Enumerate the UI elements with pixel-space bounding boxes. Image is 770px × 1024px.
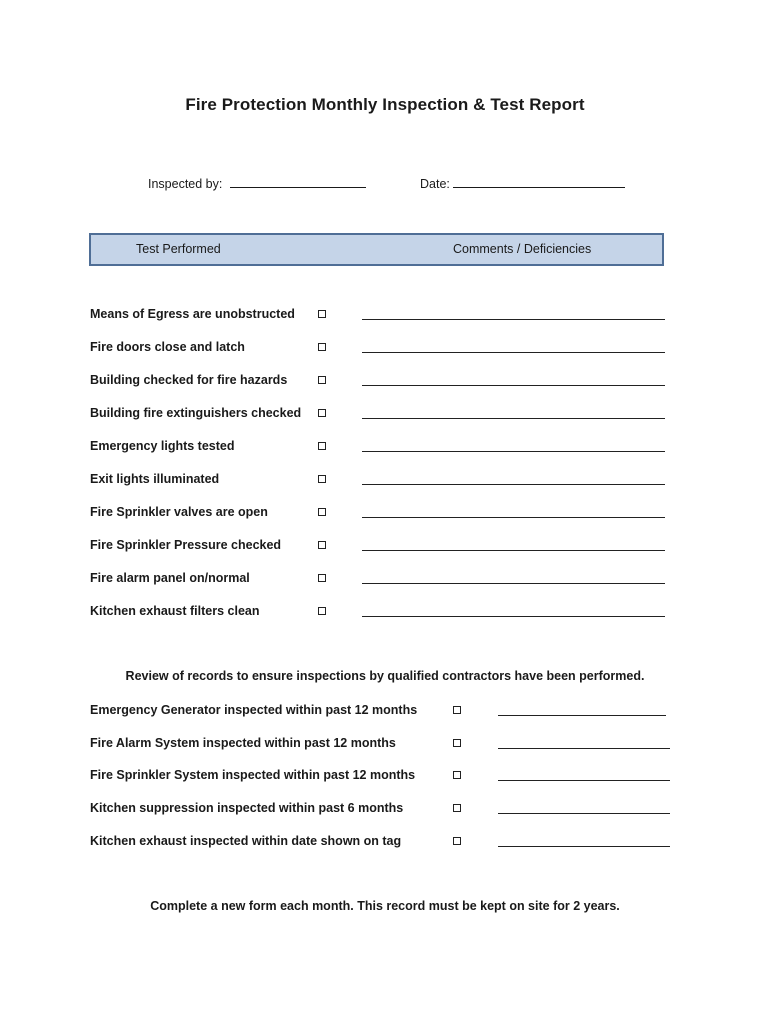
record-date-line[interactable] (498, 748, 670, 749)
test-checkbox[interactable] (318, 607, 326, 615)
record-row (90, 736, 670, 754)
date-label: Date: (420, 177, 450, 191)
test-row (90, 307, 670, 325)
test-row (90, 340, 670, 358)
page-title: Fire Protection Monthly Inspection & Test Report (185, 95, 585, 114)
record-row (90, 801, 670, 819)
test-comment-line[interactable] (362, 550, 665, 551)
test-checkbox[interactable] (318, 508, 326, 516)
test-checkbox[interactable] (318, 343, 326, 351)
record-date-line[interactable] (498, 780, 670, 781)
test-checkbox[interactable] (318, 574, 326, 582)
test-row (90, 538, 670, 556)
inspected-by-field (148, 175, 366, 191)
record-row (90, 834, 670, 852)
record-row (90, 703, 670, 721)
test-checkbox[interactable] (318, 475, 326, 483)
record-label: Fire Sprinkler System inspected within past 12 months (90, 768, 416, 782)
test-label: Fire Sprinkler Pressure checked (90, 538, 282, 552)
test-checkbox[interactable] (318, 409, 326, 417)
record-checkbox[interactable] (453, 837, 461, 845)
test-comment-line[interactable] (362, 418, 665, 419)
record-checkbox[interactable] (453, 804, 461, 812)
record-label: Kitchen suppression inspected within past 6 months (90, 801, 404, 815)
test-checkbox[interactable] (318, 376, 326, 384)
record-checkbox[interactable] (453, 706, 461, 714)
record-row (90, 768, 670, 786)
footer-note: Complete a new form each month. This record must be kept on site for 2 years. (150, 899, 620, 913)
test-row (90, 472, 670, 490)
test-comment-line[interactable] (362, 352, 665, 353)
test-label: Building checked for fire hazards (90, 373, 288, 387)
test-label: Exit lights illuminated (90, 472, 220, 486)
test-row (90, 604, 670, 622)
record-checkbox[interactable] (453, 739, 461, 747)
table-header (89, 233, 664, 266)
test-row (90, 406, 670, 424)
test-label: Building fire extinguishers checked (90, 406, 302, 420)
review-heading: Review of records to ensure inspections by qualified contractors have been performed. (125, 669, 645, 683)
test-comment-line[interactable] (362, 517, 665, 518)
test-checkbox[interactable] (318, 541, 326, 549)
record-date-line[interactable] (498, 715, 666, 716)
test-label: Kitchen exhaust filters clean (90, 604, 260, 618)
test-label: Fire doors close and latch (90, 340, 245, 354)
test-row (90, 505, 670, 523)
test-row (90, 571, 670, 589)
test-comment-line[interactable] (362, 319, 665, 320)
test-checkbox[interactable] (318, 310, 326, 318)
record-date-line[interactable] (498, 813, 670, 814)
date-field (420, 175, 625, 191)
test-row (90, 439, 670, 457)
test-label: Fire alarm panel on/normal (90, 571, 250, 585)
record-checkbox[interactable] (453, 771, 461, 779)
test-checkbox[interactable] (318, 442, 326, 450)
test-label: Emergency lights tested (90, 439, 235, 453)
test-comment-line[interactable] (362, 484, 665, 485)
inspected-by-input[interactable] (230, 175, 366, 188)
test-row (90, 373, 670, 391)
test-label: Means of Egress are unobstructed (90, 307, 295, 321)
test-performed-header: Test Performed (136, 242, 221, 256)
record-label: Kitchen exhaust inspected within date shown on tag (90, 834, 402, 848)
inspected-by-label: Inspected by: (148, 177, 223, 191)
test-comment-line[interactable] (362, 583, 665, 584)
comments-header: Comments / Deficiencies (453, 242, 592, 256)
record-date-line[interactable] (498, 846, 670, 847)
test-label: Fire Sprinkler valves are open (90, 505, 268, 519)
record-label: Emergency Generator inspected within past 12 months (90, 703, 418, 717)
date-input[interactable] (453, 175, 625, 188)
record-label: Fire Alarm System inspected within past 12 months (90, 736, 396, 750)
test-comment-line[interactable] (362, 451, 665, 452)
test-comment-line[interactable] (362, 385, 665, 386)
test-comment-line[interactable] (362, 616, 665, 617)
